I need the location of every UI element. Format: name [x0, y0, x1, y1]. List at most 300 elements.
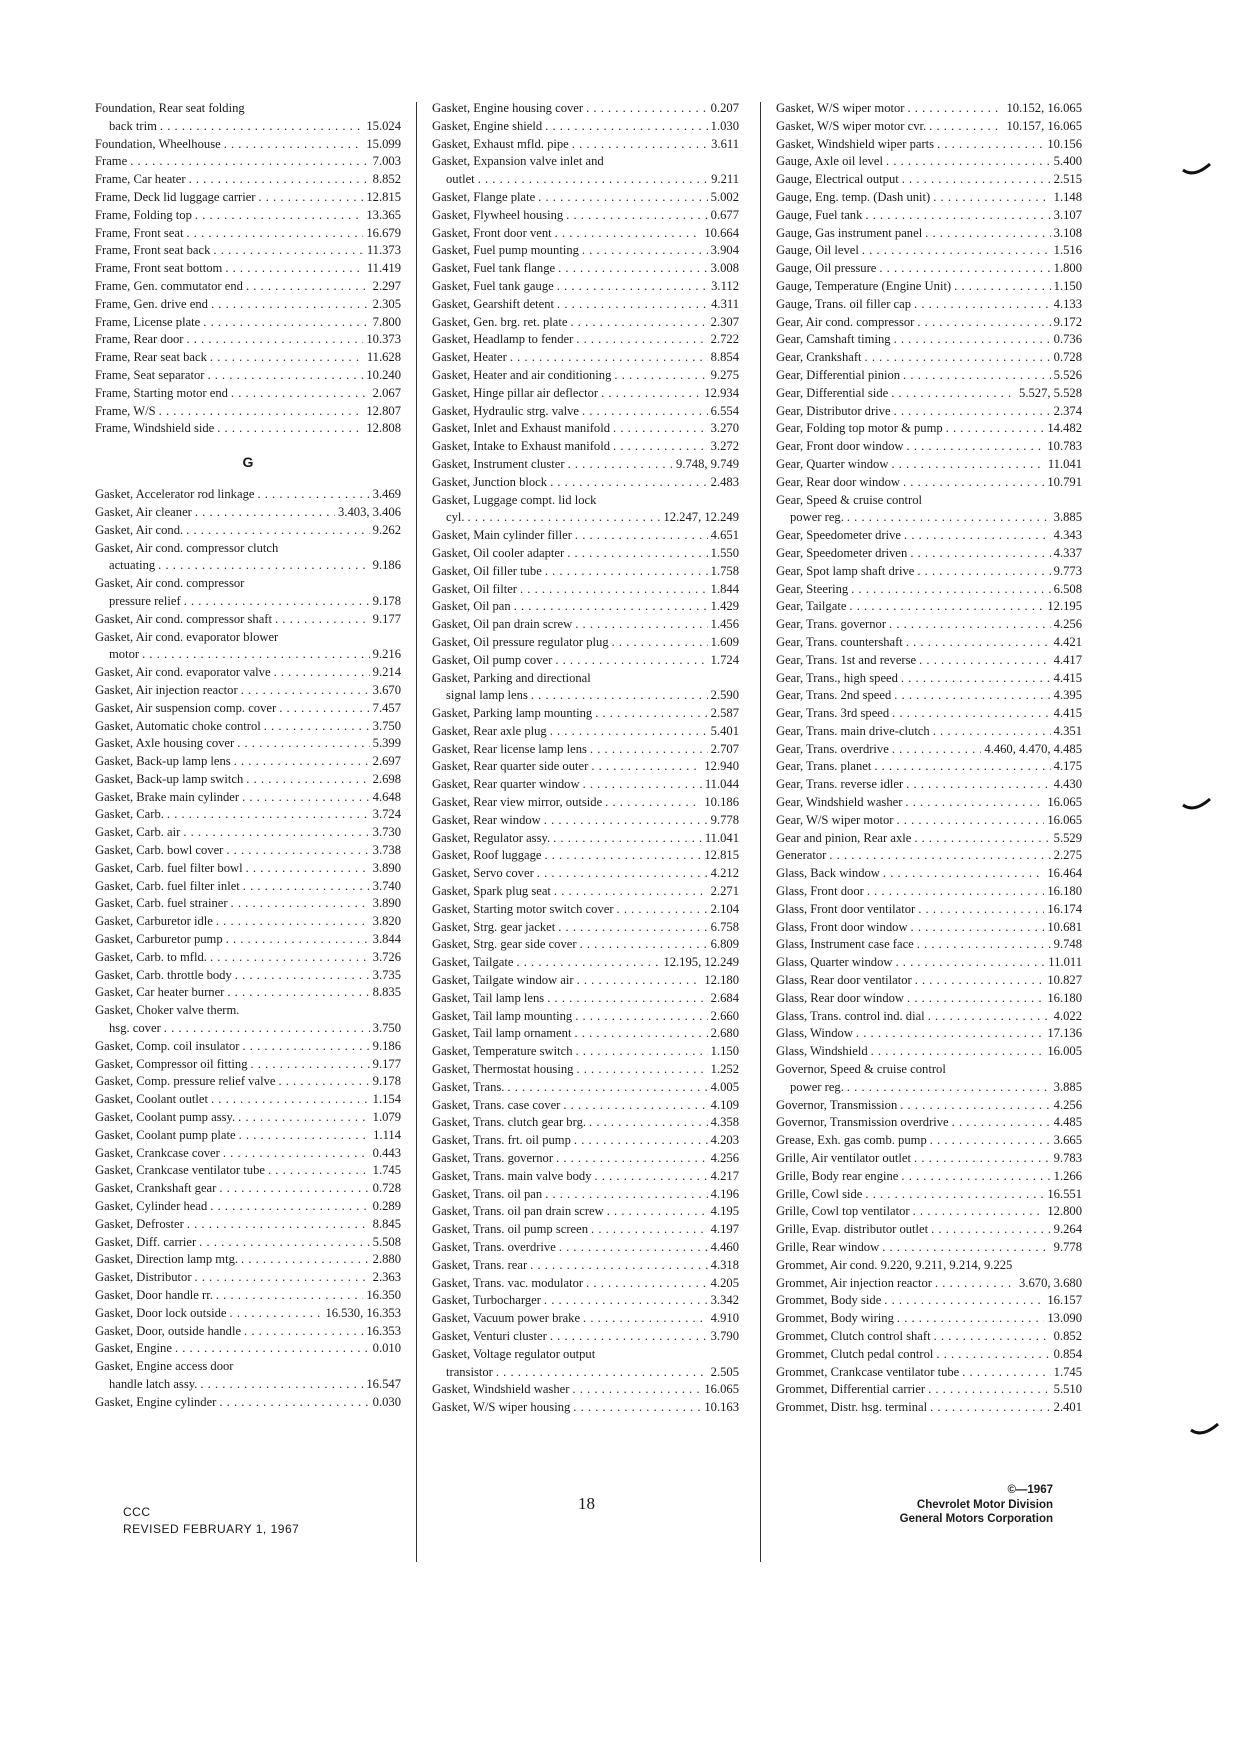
entry-page-ref: 0.207 — [710, 101, 739, 115]
leader-dots — [847, 1079, 1051, 1097]
leader-dots — [216, 913, 370, 931]
leader-dots — [613, 420, 708, 438]
entry-name: Gasket, Oil filler tube — [432, 563, 542, 578]
entry-name: Gasket, Air cond. evaporator blower — [95, 629, 279, 644]
entry-page-ref: 9.275 — [710, 367, 739, 382]
index-entry — [432, 1168, 739, 1186]
entry-name: Gasket, Roof luggage — [432, 848, 542, 863]
entry-name: Glass, Window — [776, 1026, 853, 1041]
index-entry — [95, 629, 401, 647]
entry-name: Gasket, Fuel tank flange — [432, 261, 556, 276]
entry-page-ref: 1.609 — [710, 634, 739, 649]
entry-name: Gasket, Tail lamp lens — [432, 990, 545, 1005]
leader-dots — [183, 824, 369, 842]
leader-dots — [897, 1310, 1044, 1328]
index-entry — [432, 1221, 739, 1239]
entry-page-ref: 12.808 — [366, 421, 401, 436]
entry-page-ref: 3.665 — [1053, 1133, 1082, 1148]
index-entry — [776, 456, 1082, 474]
leader-dots — [901, 670, 1051, 688]
entry-page-ref: 4.415 — [1053, 670, 1082, 685]
footer-left — [123, 1504, 299, 1538]
entry-page-ref: 3.670 — [372, 682, 401, 697]
entry-name: Gear, Speedometer drive — [776, 528, 902, 543]
index-entry — [95, 225, 401, 243]
entry-name: Gasket, Air cond. evaporator valve — [95, 665, 271, 680]
leader-dots — [601, 385, 701, 403]
entry-page-ref: 9.214 — [372, 665, 401, 680]
entry-name: Gasket, Accelerator rod linkage — [95, 487, 255, 502]
entry-page-ref: 1.150 — [710, 1044, 739, 1059]
entry-name: Grommet, Air injection reactor — [776, 1275, 932, 1290]
leader-dots — [937, 136, 1044, 154]
index-entry — [95, 1145, 401, 1163]
entry-name: Gear, Differential side — [776, 385, 889, 400]
index-entry — [432, 278, 739, 296]
entry-page-ref: 3.108 — [1053, 225, 1082, 240]
entry-name: Gasket, Engine access door — [95, 1359, 234, 1374]
entry-page-ref: 1.550 — [710, 545, 739, 560]
index-entry — [95, 1376, 401, 1394]
leader-dots — [557, 296, 708, 314]
entry-name: Gasket, Instrument cluster — [432, 456, 565, 471]
leader-dots — [516, 954, 660, 972]
entry-page-ref: 16.350 — [366, 1288, 401, 1302]
entry-name: Gasket, Tailgate — [432, 955, 514, 970]
entry-name: Gear, Trans. planet — [776, 759, 872, 774]
index-entry — [95, 486, 401, 504]
entry-name: Gear, Air cond. compressor — [776, 314, 915, 329]
entry-name: Gear, Trans., high speed — [776, 670, 898, 685]
index-entry — [776, 509, 1082, 527]
leader-dots — [203, 314, 369, 332]
entry-page-ref: 9.778 — [1053, 1240, 1082, 1254]
entry-page-ref: 9.748, 9.749 — [676, 456, 739, 471]
entry-name: transistor — [446, 1364, 493, 1379]
entry-page-ref: 16.065 — [704, 1382, 739, 1397]
leader-dots — [580, 936, 708, 954]
entry-page-ref: 16.174 — [1047, 901, 1082, 916]
leader-dots — [865, 349, 1051, 367]
entry-page-ref: 5.527, 5.528 — [1019, 385, 1082, 400]
index-entry — [432, 545, 739, 563]
entry-page-ref: 3.469 — [372, 487, 401, 502]
entry-name: Gasket, Trans. main valve body — [432, 1168, 592, 1183]
entry-page-ref: 1.844 — [710, 581, 739, 596]
entry-page-ref: 2.684 — [710, 990, 739, 1005]
entry-page-ref: 4.318 — [710, 1257, 739, 1272]
index-entry — [95, 314, 401, 332]
page-number: 18 — [578, 1494, 595, 1513]
leader-dots — [576, 1043, 708, 1061]
entry-name: Gear, Front door window — [776, 439, 904, 454]
entry-name: Gear, Tailgate — [776, 599, 847, 614]
entry-page-ref: 4.022 — [1053, 1008, 1082, 1023]
entry-page-ref: 3.890 — [372, 860, 401, 875]
entry-page-ref: 2.374 — [1053, 403, 1082, 418]
entry-name: Gasket, Oil pan — [432, 599, 511, 614]
leader-dots — [558, 919, 707, 937]
leader-dots — [275, 611, 370, 629]
entry-page-ref: 3.750 — [372, 718, 401, 733]
entry-name: Gasket, Crankcase ventilator tube — [95, 1163, 265, 1178]
index-entry — [95, 700, 401, 718]
leader-dots — [583, 1310, 708, 1328]
index-entry — [432, 118, 739, 136]
entry-name: Frame, License plate — [95, 314, 201, 329]
leader-dots — [223, 1145, 370, 1163]
entry-page-ref: 16.065 — [1047, 795, 1082, 810]
entry-page-ref: 5.400 — [1053, 154, 1082, 169]
entry-page-ref: 3.270 — [710, 421, 739, 436]
leader-dots — [225, 260, 364, 278]
index-entry — [95, 806, 401, 824]
entry-name: Grommet, Body wiring — [776, 1311, 894, 1326]
entry-page-ref: 1.758 — [710, 563, 739, 578]
entry-name: Frame, Rear door — [95, 332, 184, 347]
leader-dots — [216, 1287, 364, 1305]
entry-name: Gasket, Diff. carrier — [95, 1234, 197, 1249]
entry-name: Gasket, Defroster — [95, 1216, 184, 1231]
index-entry — [432, 812, 739, 830]
index-entry — [432, 1364, 739, 1382]
leader-dots — [242, 789, 370, 807]
index-entry — [95, 860, 401, 878]
entry-page-ref: 2.590 — [710, 688, 739, 703]
entry-name: Gasket, Intake to Exhaust manifold — [432, 439, 611, 454]
entry-name: Generator — [776, 848, 827, 863]
index-entry — [776, 438, 1082, 456]
leader-dots — [905, 794, 1044, 812]
entry-name: Gasket, Voltage regulator output — [432, 1346, 596, 1361]
index-entry — [776, 118, 1082, 136]
entry-page-ref: 0.728 — [1053, 350, 1082, 365]
entry-page-ref: 3.403, 3.406 — [338, 504, 401, 519]
entry-name: Gasket, Air cleaner — [95, 504, 192, 519]
entry-name: actuating — [109, 558, 156, 573]
index-entry — [432, 705, 739, 723]
entry-page-ref: 12.247, 12.249 — [663, 510, 739, 525]
index-entry — [95, 367, 401, 385]
entry-page-ref: 3.726 — [372, 949, 401, 964]
leader-dots — [227, 984, 369, 1002]
entry-page-ref: 4.195 — [710, 1204, 739, 1219]
index-entry — [432, 242, 739, 260]
index-entry — [95, 895, 401, 913]
index-entry — [432, 456, 739, 474]
index-entry — [432, 1008, 739, 1026]
entry-page-ref: 6.809 — [710, 937, 739, 952]
entry-name: Gasket, Air injection reactor — [95, 682, 238, 697]
entry-name: Gasket, Trans. vac. modulator — [432, 1275, 584, 1290]
index-entry — [776, 189, 1082, 207]
entry-page-ref: 0.728 — [372, 1181, 401, 1196]
index-column-3 — [776, 100, 1082, 1417]
leader-dots — [257, 486, 369, 504]
index-entry — [432, 919, 739, 937]
index-entry — [776, 563, 1082, 581]
entry-name: Gear, Speed & cruise control — [776, 492, 923, 507]
index-entry — [432, 1203, 739, 1221]
entry-page-ref: 9.211 — [711, 172, 739, 187]
entry-page-ref: 1.079 — [372, 1110, 401, 1125]
entry-name: Gasket, Coolant pump plate — [95, 1127, 236, 1142]
index-entry — [776, 1186, 1082, 1204]
index-entry — [776, 1310, 1082, 1328]
entry-name: Gasket, Crankshaft gear — [95, 1181, 217, 1196]
index-entry — [776, 153, 1082, 171]
entry-page-ref: 1.114 — [373, 1127, 401, 1142]
entry-name: Gasket, Gearshift detent — [432, 296, 555, 311]
index-entry — [776, 919, 1082, 937]
entry-page-ref: 4.337 — [1053, 545, 1082, 560]
entry-name: Gasket, W/S wiper motor cvr. — [776, 118, 927, 133]
leader-dots — [231, 895, 370, 913]
leader-dots — [244, 1323, 363, 1341]
leader-dots — [914, 296, 1051, 314]
entry-page-ref: 4.430 — [1053, 777, 1082, 792]
entry-name: Gear, Rear door window — [776, 474, 900, 489]
entry-page-ref: 10.783 — [1047, 439, 1082, 454]
entry-name: Gasket, W/S wiper housing — [432, 1400, 571, 1415]
index-entry — [432, 652, 739, 670]
entry-name: Gasket, Carb. fuel strainer — [95, 896, 228, 911]
entry-name: Gasket, Headlamp to fender — [432, 332, 574, 347]
leader-dots — [829, 847, 1050, 865]
entry-name: Frame — [95, 154, 128, 169]
index-entry — [95, 878, 401, 896]
leader-dots — [913, 1203, 1045, 1221]
entry-name: Gear, Windshield washer — [776, 795, 903, 810]
index-entry — [432, 776, 739, 794]
index-entry — [776, 723, 1082, 741]
index-entry — [432, 331, 739, 349]
entry-name: Gasket, Trans. case cover — [432, 1097, 561, 1112]
entry-name: Gear, Trans. countershaft — [776, 634, 903, 649]
entry-page-ref: 2.307 — [710, 314, 739, 329]
entry-name: Gear, Trans. main drive-clutch — [776, 723, 930, 738]
index-entry — [432, 474, 739, 492]
leader-dots — [264, 718, 370, 736]
leader-dots — [575, 1008, 707, 1026]
index-entry — [432, 972, 739, 990]
index-entry — [95, 1162, 401, 1180]
index-entry — [95, 1394, 401, 1412]
entry-page-ref: 11.041 — [1047, 456, 1082, 471]
index-entry — [432, 865, 739, 883]
entry-name: Glass, Rear door ventilator — [776, 973, 912, 988]
entry-page-ref: 6.508 — [1053, 581, 1082, 596]
leader-dots — [234, 753, 370, 771]
index-entry — [95, 1091, 401, 1109]
leader-dots — [903, 367, 1051, 385]
index-column-2 — [432, 100, 739, 1417]
entry-page-ref: 4.205 — [710, 1275, 739, 1290]
entry-page-ref: 1.150 — [1053, 278, 1082, 293]
entry-page-ref: 9.177 — [372, 611, 401, 626]
index-entry — [95, 1073, 401, 1091]
entry-name: Gasket, Carburetor idle — [95, 914, 213, 929]
index-entry — [432, 1275, 739, 1293]
entry-page-ref: 4.256 — [1053, 617, 1082, 632]
entry-page-ref: 1.516 — [1053, 243, 1082, 258]
leader-dots — [576, 331, 707, 349]
leader-dots — [595, 705, 707, 723]
entry-name: Gasket, Crankcase cover — [95, 1145, 220, 1160]
leader-dots — [538, 189, 707, 207]
entry-name: Gasket, Trans. oil pan — [432, 1186, 543, 1201]
leader-dots — [520, 581, 708, 599]
entry-page-ref: 4.651 — [710, 528, 739, 543]
entry-name: Glass, Trans. control ind. dial — [776, 1008, 925, 1023]
index-entry — [776, 1399, 1082, 1417]
index-entry — [776, 936, 1082, 954]
leader-dots — [896, 812, 1044, 830]
index-entry — [95, 1056, 401, 1074]
index-entry — [776, 1097, 1082, 1115]
entry-page-ref: 16.065 — [1047, 812, 1082, 827]
entry-page-ref: 16.551 — [1047, 1186, 1082, 1201]
entry-name: motor — [109, 647, 140, 662]
index-entry — [432, 954, 739, 972]
entry-page-ref: 2.483 — [710, 474, 739, 489]
entry-name: Gear, Folding top motor & pump — [776, 421, 943, 436]
entry-name: Gear, Steering — [776, 581, 849, 596]
index-entry — [776, 865, 1082, 883]
index-entry — [432, 100, 739, 118]
entry-page-ref: 12.195, 12.249 — [663, 955, 739, 970]
index-entry — [95, 1180, 401, 1198]
index-entry — [432, 1061, 739, 1079]
leader-dots — [894, 687, 1050, 705]
entry-name: Gasket, Carb. bowl cover — [95, 843, 224, 858]
leader-dots — [237, 735, 369, 753]
leader-dots — [856, 1025, 1044, 1043]
index-entry — [432, 1310, 739, 1328]
leader-dots — [886, 153, 1051, 171]
entry-page-ref: 2.305 — [372, 296, 401, 311]
leader-dots — [531, 687, 708, 705]
leader-dots — [884, 1292, 1044, 1310]
footer-publisher — [900, 1483, 1053, 1527]
index-column-1 — [95, 100, 401, 1412]
leader-dots — [933, 189, 1050, 207]
entry-name: Gasket, Rear license lamp lens — [432, 741, 587, 756]
index-entry — [776, 598, 1082, 616]
index-entry — [776, 1025, 1082, 1043]
entry-name: Gasket, Starting motor switch cover — [432, 901, 614, 916]
leader-dots — [946, 420, 1045, 438]
entry-page-ref: 10.152, 16.065 — [1006, 101, 1082, 115]
leader-dots — [613, 438, 708, 456]
index-entry — [95, 575, 401, 593]
entry-page-ref: 2.401 — [1053, 1400, 1082, 1415]
leader-dots — [892, 705, 1050, 723]
index-entry — [776, 331, 1082, 349]
index-entry — [95, 949, 401, 967]
leader-dots — [930, 1132, 1051, 1150]
index-entry — [432, 936, 739, 954]
index-entry — [432, 314, 739, 332]
leader-dots — [918, 901, 1044, 919]
index-entry — [776, 1221, 1082, 1239]
entry-name: Gasket, Main cylinder filler — [432, 528, 572, 543]
entry-name: Gasket, Turbocharger — [432, 1293, 541, 1308]
index-entry — [776, 1292, 1082, 1310]
leader-dots — [231, 385, 370, 403]
entry-page-ref: 5.529 — [1053, 830, 1082, 845]
entry-name: Gasket, Fuel tank gauge — [432, 278, 554, 293]
leader-dots — [544, 1292, 708, 1310]
entry-name: Gasket, Oil pressure regulator plug — [432, 634, 609, 649]
entry-page-ref: 0.030 — [372, 1394, 401, 1409]
leader-dots — [962, 1364, 1050, 1382]
entry-name: Gear and pinion, Rear axle — [776, 830, 912, 845]
leader-dots — [907, 990, 1044, 1008]
entry-page-ref: 14.482 — [1047, 421, 1082, 436]
entry-page-ref: 3.112 — [711, 278, 739, 293]
entry-page-ref: 3.611 — [711, 136, 739, 151]
entry-page-ref: 9.264 — [1053, 1222, 1082, 1237]
leader-dots — [550, 723, 708, 741]
entry-name: Gasket, Trans. rear — [432, 1257, 528, 1272]
entry-name: Gauge, Gas instrument panel — [776, 225, 923, 240]
entry-name: Gasket, Vacuum power brake — [432, 1311, 581, 1326]
entry-name: Gasket, Front door vent — [432, 225, 552, 240]
entry-page-ref: 4.256 — [1053, 1097, 1082, 1112]
index-entry — [95, 331, 401, 349]
leader-dots — [468, 509, 661, 527]
entry-name: Frame, Front seat bottom — [95, 261, 223, 276]
leader-dots — [572, 136, 708, 154]
entry-name: hsg. cover — [109, 1021, 161, 1036]
index-entry — [776, 403, 1082, 421]
entry-name: Glass, Rear door window — [776, 990, 905, 1005]
index-entry — [776, 1203, 1082, 1221]
entry-name: Gasket, Oil cooler adapter — [432, 545, 565, 560]
entry-page-ref: 4.351 — [1053, 723, 1082, 738]
index-entry — [95, 522, 401, 540]
index-entry — [95, 260, 401, 278]
entry-name: Glass, Windshield — [776, 1044, 868, 1059]
entry-page-ref: 2.104 — [710, 901, 739, 916]
leader-dots — [158, 557, 369, 575]
entry-name: Gasket, Expansion valve inlet and — [432, 154, 604, 169]
leader-dots — [550, 1328, 708, 1346]
leader-dots — [882, 1239, 1050, 1257]
entry-page-ref: 10.827 — [1047, 973, 1082, 988]
entry-page-ref: 11.041 — [704, 830, 739, 845]
leader-dots — [211, 296, 370, 314]
entry-page-ref: 5.002 — [710, 189, 739, 204]
entry-name: Gasket, Gen. brg. ret. plate — [432, 314, 568, 329]
index-entry — [95, 789, 401, 807]
leader-dots — [607, 1203, 708, 1221]
entry-page-ref: 1.266 — [1053, 1168, 1082, 1183]
index-entry — [432, 598, 739, 616]
entry-name: Frame, Starting motor end — [95, 385, 228, 400]
entry-page-ref: 2.505 — [710, 1364, 739, 1379]
leader-dots — [911, 919, 1045, 937]
index-entry — [432, 1043, 739, 1061]
leader-dots — [142, 646, 370, 664]
index-entry — [95, 153, 401, 171]
index-entry — [776, 1328, 1082, 1346]
leader-dots — [586, 100, 708, 118]
entry-name: Gear, Speedometer driven — [776, 545, 908, 560]
entry-name: Gasket, Oil pump cover — [432, 652, 553, 667]
index-entry — [776, 1364, 1082, 1382]
